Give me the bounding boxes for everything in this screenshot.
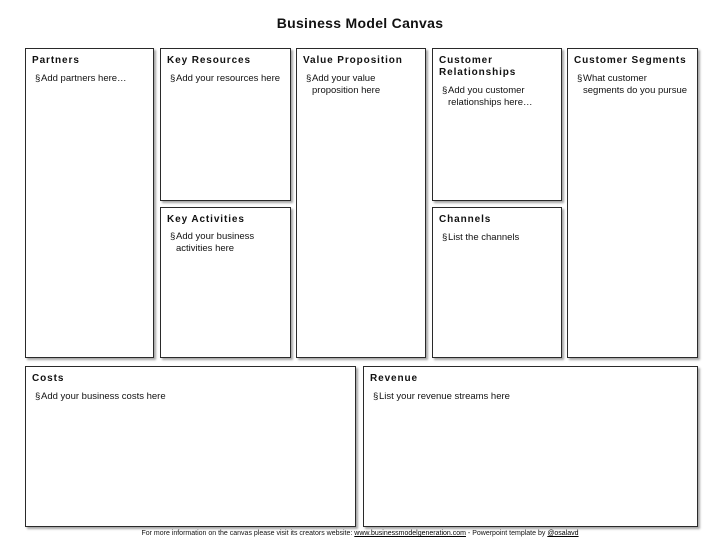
key-resources-heading: Key Resources: [167, 55, 251, 66]
customer-segments-heading: Customer Segments: [574, 55, 687, 66]
key-resources-box[interactable]: [160, 48, 291, 201]
key-activities-box[interactable]: [160, 207, 291, 358]
costs-box[interactable]: [25, 366, 356, 527]
customer-relationships-heading: Customer Relationships: [439, 55, 517, 78]
bullet-icon: §: [35, 73, 41, 84]
key-activities-item: §Add your business activities here: [170, 231, 255, 254]
bullet-icon: §: [373, 391, 379, 402]
value-proposition-heading: Value Proposition: [303, 55, 403, 66]
footer: [0, 530, 720, 537]
revenue-heading: Revenue: [370, 373, 418, 384]
customer-segments-box[interactable]: [567, 48, 698, 358]
partners-heading: Partners: [32, 55, 80, 66]
revenue-item: §List your revenue streams here: [373, 391, 510, 402]
bullet-icon: §: [577, 73, 583, 84]
bullet-icon: §: [442, 232, 448, 243]
value-proposition-box[interactable]: [296, 48, 426, 358]
channels-box[interactable]: [432, 207, 562, 358]
costs-heading: Costs: [32, 373, 65, 384]
key-activities-heading: Key Activities: [167, 214, 245, 225]
customer-segments-item: §What customer segments do you pursue: [577, 73, 688, 96]
customer-relationships-item: §Add you customer relationships here…: [442, 85, 533, 108]
bullet-icon: §: [35, 391, 41, 402]
page-title: Business Model Canvas: [276, 15, 444, 31]
revenue-box[interactable]: [363, 366, 698, 527]
footer-separator: -: [467, 530, 471, 537]
costs-item: §Add your business costs here: [35, 391, 166, 402]
footer-credit-link[interactable]: @osalavd: [547, 530, 579, 537]
bullet-icon: §: [306, 73, 312, 84]
footer-text: For more information on the canvas please visit its creators website:: [141, 530, 353, 537]
key-resources-item: §Add your resources here: [170, 73, 281, 84]
bullet-icon: §: [442, 85, 448, 96]
bullet-icon: §: [170, 73, 176, 84]
footer-credit-text: Powerpoint template by: [472, 530, 546, 537]
customer-relationships-box[interactable]: [432, 48, 562, 201]
footer-website-link[interactable]: www.businessmodelgeneration.com: [354, 530, 466, 537]
channels-heading: Channels: [439, 214, 492, 225]
channels-item: §List the channels: [442, 232, 520, 243]
partners-item: §Add partners here…: [35, 73, 127, 84]
bullet-icon: §: [170, 231, 176, 242]
partners-box[interactable]: [25, 48, 154, 358]
value-proposition-item: §Add your value proposition here: [306, 73, 381, 96]
